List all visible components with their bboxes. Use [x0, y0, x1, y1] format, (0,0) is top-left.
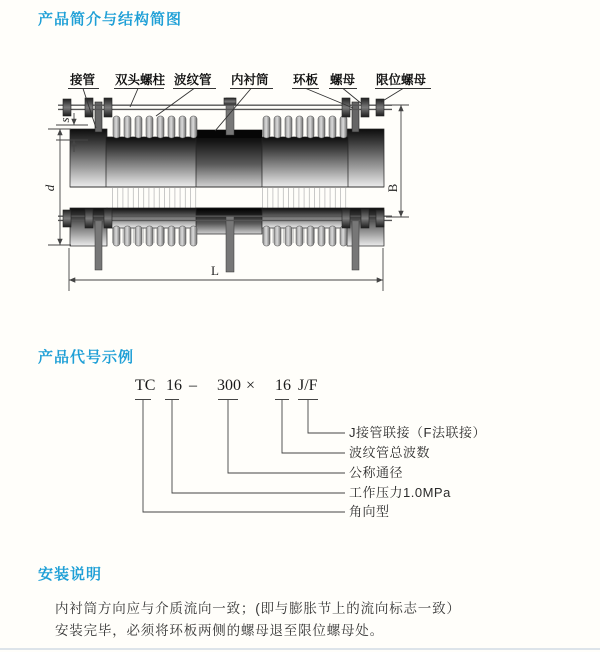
callout-waves: 波纹管总波数 [349, 445, 431, 460]
code-times: × [246, 377, 256, 394]
part-label-bellows: 波纹管 [174, 73, 212, 87]
code-connection: J/F [298, 377, 318, 394]
install-note-2: 安装完毕，必须将环板两侧的螺母退至限位螺母处。 [55, 623, 384, 638]
code-waves: 16 [275, 377, 291, 394]
limit-nut-left [63, 99, 71, 116]
part-label-ring-plate: 环板 [293, 73, 319, 87]
joint-upper-half [58, 98, 392, 187]
structure-diagram [0, 60, 600, 305]
callout-type: 角向型 [349, 504, 390, 519]
part-label-pipe-end: 接管 [70, 73, 96, 87]
page-bottom-rule [0, 648, 600, 650]
dim-label-s: s [57, 117, 72, 123]
dim-label-d: d [42, 184, 57, 192]
install-note-1: 内衬筒方向应与介质流向一致；(即与膨胀节上的流向标志一致） [55, 601, 461, 616]
part-label-limit-nut: 限位螺母 [376, 73, 427, 87]
part-label-stud: 双头螺柱 [115, 73, 166, 87]
callout-connection: J接管联接（F法联接） [349, 425, 486, 440]
code-dash: – [189, 377, 197, 394]
joint-lower-half [58, 208, 392, 272]
section-title-install: 安装说明 [38, 566, 103, 583]
ring-plate-right [352, 102, 359, 132]
callout-pressure: 工作压力1.0MPa [349, 485, 451, 500]
code-type: TC [135, 377, 156, 394]
section-title-code: 产品代号示例 [38, 349, 135, 366]
dimension-d [42, 129, 71, 245]
section-title-intro: 产品简介与结构简图 [38, 11, 183, 28]
callout-diameter: 公称通径 [349, 465, 404, 480]
dimension-B [385, 105, 409, 217]
dim-label-L: L [211, 263, 219, 278]
part-label-nut: 螺母 [330, 73, 356, 87]
limit-nut-right [376, 99, 384, 116]
dim-label-B: B [385, 183, 400, 193]
code-pressure: 16 [166, 377, 182, 394]
nut-right [361, 98, 369, 117]
part-label-inner-sleeve: 内衬筒 [231, 73, 269, 87]
code-diameter: 300 [217, 377, 241, 394]
code-callout-lines [0, 396, 600, 526]
